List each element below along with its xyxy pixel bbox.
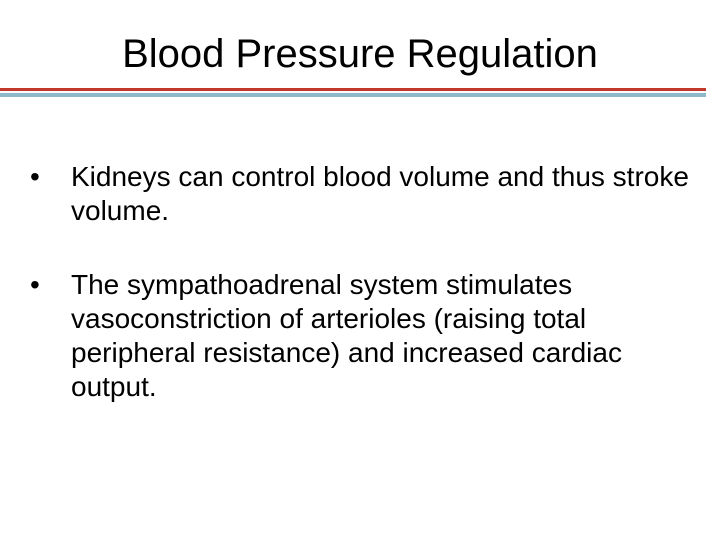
bullet-text: The sympathoadrenal system stimulates vasoconstriction of arterioles (raising total peripheral resistance) and increased cardiac output. <box>71 269 622 402</box>
bullet-icon: • <box>30 269 40 300</box>
title-divider-red <box>0 88 706 91</box>
bullet-text: Kidneys can control blood volume and thus stroke volume. <box>71 161 689 226</box>
bullet-list <box>30 160 690 444</box>
bullet-item-kidneys <box>30 160 690 228</box>
bullet-item-sympathoadrenal <box>30 268 690 404</box>
slide-title: Blood Pressure Regulation <box>122 32 598 76</box>
title-divider-blue <box>0 93 706 97</box>
bullet-icon: • <box>30 161 40 192</box>
